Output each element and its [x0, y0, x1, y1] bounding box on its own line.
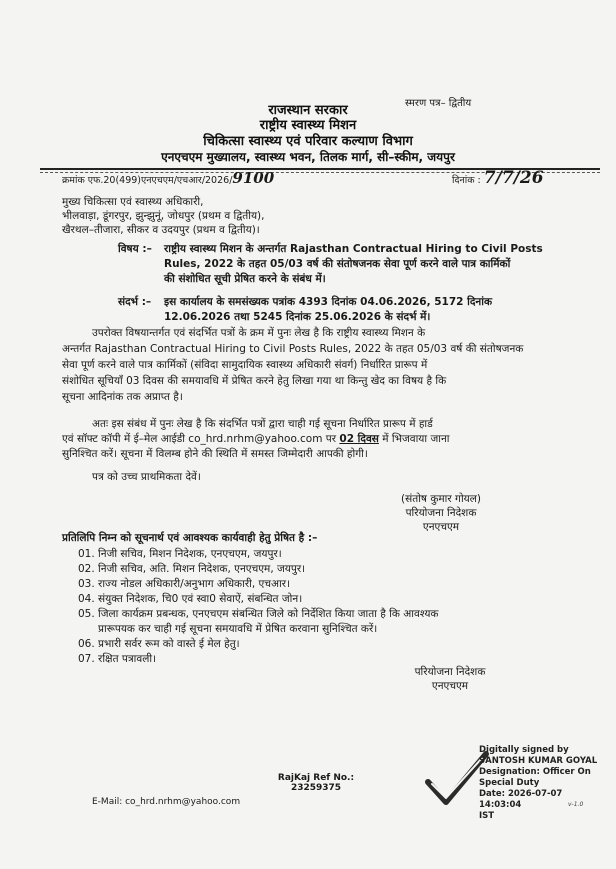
digi-line-1: Digitally signed by	[479, 745, 569, 755]
subject-line-3: की संशोधित सूची प्रेषित करने के संबंध में।	[164, 273, 326, 285]
reference-line-1: इस कार्यालय के समसंख्यक पत्रांक 4393 दिनांक 04.06.2026, 5172 दिनांक	[164, 296, 493, 308]
rajkaj-label: RajKaj Ref No.:	[277, 773, 355, 783]
date-label: दिनांक :	[452, 175, 481, 186]
addressee-line-3: खैरथल–तीजारा, सीकर व उदयपुर (प्रथम व द्वितीय)।	[62, 224, 260, 236]
rajkaj-ref	[276, 773, 356, 793]
signatory-block-2	[390, 665, 510, 693]
signatory-2-org: एनएचएम	[431, 680, 469, 692]
subject-line-1: राष्ट्रीय स्वास्थ्य मिशन के अन्तर्गत Rajasthan Contractual Hiring to Civil Posts	[164, 243, 543, 255]
digital-signature-block	[479, 745, 599, 822]
signatory-name: (संतोष कुमार गोयल)	[401, 493, 481, 505]
addressee-line-2: भीलवाड़ा, डूंगरपुर, झुन्झुनूं, जोधपुर (प्रथम व द्वितीय),	[62, 210, 265, 222]
copy-item-5: 05. जिला कार्यक्रम प्रबन्धक, एनएचएम संबन्धित जिले को निर्देशित किया जाता है कि आवश्यक	[78, 608, 439, 620]
addressee-line-1: मुख्य चिकित्सा एवं स्वास्थ्य अधिकारी,	[62, 196, 204, 208]
subject-line-2: Rules, 2022 के तहत 05/03 वर्ष की संतोषजनक सेवा पूर्ण करने वाले पात्र कार्मिकों	[164, 258, 511, 270]
body-p2-line-2-a: एवं सॉफ्ट कॉपी में ई–मेल आईडी co_hrd.nrhm@yahoo.com पर	[62, 433, 337, 445]
copy-item-5-cont: प्रारूपयक कर चाही गई सूचना समयावधि में प्रेषित करवाना सुनिश्चित करें।	[98, 623, 378, 635]
digi-version: v-1.0	[568, 801, 584, 808]
signatory-2-title: परियोजना निदेशक	[414, 666, 486, 678]
priority-line: पत्र को उच्च प्राथमिकता देवें।	[92, 471, 201, 483]
body-p1-line-5: सूचना आदिनांक तक अप्राप्त है।	[62, 391, 183, 403]
signatory-org: एनएचएम	[422, 521, 460, 533]
letter-date	[452, 170, 544, 189]
dept-title: चिकित्सा स्वास्थ्य एवं परिवार कल्याण विभाग	[203, 134, 413, 149]
digi-line-3: Designation: Officer On	[479, 767, 591, 777]
body-p2-line-1: अतः इस संबंध में पुनः लेख है कि संदर्भित पत्रों द्वारा चाही गई सूचना निर्धारित प्रारूप में हार्ड	[92, 418, 433, 430]
mission-title: राष्ट्रीय स्वास्थ्य मिशन	[259, 118, 357, 133]
signatory-title: परियोजना निदेशक	[405, 507, 477, 519]
digi-line-2: SANTOSH KUMAR GOYAL	[479, 756, 598, 766]
body-p1-line-4: संशोधित सूचियाँ 03 दिवस की समयावधि में प्रेषित करने हेतु लिखा गया था किन्तु खेद का विषय है कि	[62, 375, 447, 387]
gov-title: राजस्थान सरकार	[268, 103, 348, 118]
body-p2-line-3: सुनिश्चित करें। सूचना में विलम्ब होने की स्थिति में समस्त जिम्मेदारी आपकी होगी।	[62, 448, 368, 460]
copy-item-4: 04. संयुक्त निदेशक, चि0 एवं स्वा0 सेवाऐं, संबन्धित जोन।	[78, 593, 303, 605]
copy-item-6: 06. प्रभारी सर्वर रूम को वास्ते ई मेल हेतु।	[78, 638, 240, 650]
subject-label: विषय :–	[118, 243, 152, 255]
footer-email: E-Mail: co_hrd.nrhm@yahoo.com	[92, 797, 241, 807]
copy-item-3: 03. राज्य नोडल अधिकारी/अनुभाग अधिकारी, एचआर।	[78, 578, 290, 590]
rajkaj-number: 23259375	[290, 783, 342, 793]
body-p1-line-2: अन्तर्गत Rajasthan Contractual Hiring to Civil Posts Rules, 2022 के तहत 05/03 वर्ष की संतोषजनक	[62, 343, 524, 355]
body-p2-line-2-c: में भिजवाया जाना	[382, 433, 450, 445]
office-address: एनएचएम मुख्यालय, स्वास्थ्य भवन, तिलक मार्ग, सी–स्कीम, जयपुर	[161, 150, 455, 164]
signatory-block	[376, 492, 506, 534]
digi-line-5: Date: 2026-07-07 14:03:04	[479, 789, 563, 810]
digi-line-4: Special Duty	[479, 778, 540, 788]
letter-number	[62, 170, 274, 189]
reference-label: संदर्भ :–	[118, 296, 152, 308]
body-p1-line-1: उपरोक्त विषयान्तर्गत एवं संदर्भित पत्रों के क्रम में पुनः लेख है कि राष्ट्रीय स्वास्थ्य मिशन के	[92, 327, 426, 339]
body-p1-line-3: सेवा पूर्ण करने वाले पात्र कार्मिकों (संविदा सामुदायिक स्वास्थ्य अधिकारी संवर्ग) निर्धारित प्रारूप में	[62, 359, 428, 371]
copy-item-2: 02. निजी सचिव, अति. मिशन निदेशक, एनएचएम, जयपुर।	[78, 563, 306, 575]
body-p2-line-2	[62, 431, 582, 447]
reference-line-2: 12.06.2026 तथा 5245 दिनांक 25.06.2026 के संदर्भ में।	[164, 311, 431, 323]
deadline-emphasis: 02 दिवस	[339, 433, 379, 445]
copy-item-7: 07. रक्षित पत्रावली।	[78, 653, 157, 665]
digi-line-6: IST	[479, 811, 495, 821]
reminder-label: स्मरण पत्र– द्वितीय	[405, 98, 472, 109]
copy-heading: प्रतिलिपि निम्न को सूचनार्थ एवं आवश्यक कार्यवाही हेतु प्रेषित है :–	[62, 532, 318, 544]
letter-number-prefix: क्रमांक एफ.20(499)एनएचएम/एचआर/2026/	[62, 175, 233, 186]
letter-number-handwritten: 9100	[232, 169, 275, 187]
date-handwritten: 7/7/26	[483, 168, 544, 188]
copy-item-1: 01. निजी सचिव, मिशन निदेशक, एनएचएम, जयपुर।	[78, 548, 282, 560]
